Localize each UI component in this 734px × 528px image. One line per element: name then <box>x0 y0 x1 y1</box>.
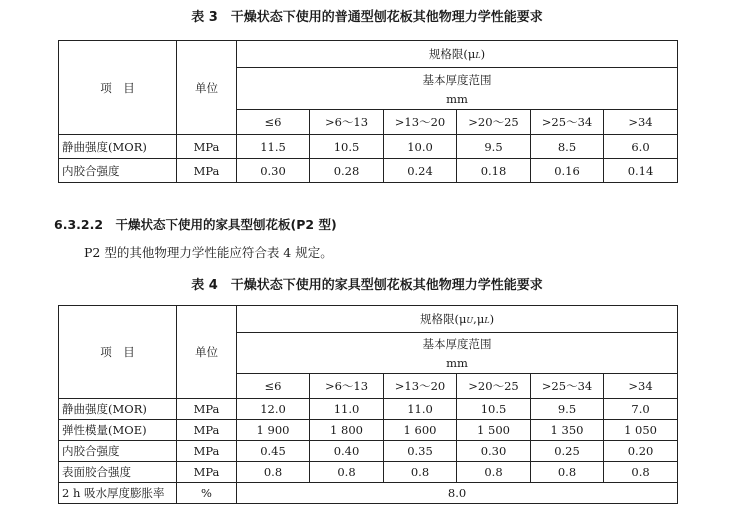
table-row <box>59 441 678 462</box>
row-label: 静曲强度(MOR) <box>59 135 177 159</box>
table-cell: 0.30 <box>457 441 531 462</box>
row-label: 内胶合强度 <box>59 159 177 183</box>
row-unit: MPa <box>177 420 237 441</box>
table-cell: 0.20 <box>604 441 678 462</box>
table-cell: 1 600 <box>384 420 457 441</box>
row-label: 内胶合强度 <box>59 441 177 462</box>
table-cell: 1 350 <box>531 420 604 441</box>
table4 <box>58 305 678 504</box>
thickness-column-header: >34 <box>604 374 678 399</box>
table-cell: 11.5 <box>237 135 310 159</box>
row-unit: MPa <box>177 462 237 483</box>
row-label: 2 h 吸水厚度膨胀率 <box>59 483 177 504</box>
table-cell: 8.5 <box>531 135 604 159</box>
table-cell: 0.8 <box>384 462 457 483</box>
table-cell: 0.8 <box>531 462 604 483</box>
thickness-range-header: 基本厚度范围 mm <box>237 333 678 374</box>
table-cell: 0.8 <box>457 462 531 483</box>
row-unit: MPa <box>177 159 237 183</box>
thickness-column-header: ≤6 <box>237 374 310 399</box>
table-row <box>59 462 678 483</box>
table-cell: 11.0 <box>310 399 384 420</box>
table-cell: 11.0 <box>384 399 457 420</box>
table-cell: 10.5 <box>457 399 531 420</box>
thickness-column-header: >20～25 <box>457 110 531 135</box>
thickness-column-header: >6～13 <box>310 374 384 399</box>
unit-header: 单位 <box>177 306 237 399</box>
thickness-column-header: >34 <box>604 110 678 135</box>
table-cell: 0.16 <box>531 159 604 183</box>
table3 <box>58 40 678 183</box>
table-cell: 1 050 <box>604 420 678 441</box>
table-cell: 1 500 <box>457 420 531 441</box>
thickness-column-header: >13～20 <box>384 110 457 135</box>
item-header: 项 目 <box>59 41 177 135</box>
table-cell: 7.0 <box>604 399 678 420</box>
table-cell: 0.25 <box>531 441 604 462</box>
table-cell: 10.5 <box>310 135 384 159</box>
row-unit: % <box>177 483 237 504</box>
table-cell: 10.0 <box>384 135 457 159</box>
table-cell: 0.8 <box>310 462 384 483</box>
spec-limit-header: 规格限(μL) <box>237 41 678 68</box>
table-cell: 0.24 <box>384 159 457 183</box>
row-label: 静曲强度(MOR) <box>59 399 177 420</box>
table-cell: 0.8 <box>604 462 678 483</box>
table-cell: 6.0 <box>604 135 678 159</box>
row-label: 表面胶合强度 <box>59 462 177 483</box>
section-heading: 6.3.2.2 干燥状态下使用的家具型刨花板(P2 型) <box>54 217 337 232</box>
row-unit: MPa <box>177 399 237 420</box>
spec-limit-header: 规格限(μU,μL) <box>237 306 678 333</box>
section-paragraph: P2 型的其他物理力学性能应符合表 4 规定。 <box>84 245 333 260</box>
table-cell: 0.8 <box>237 462 310 483</box>
table4-caption: 表 4 干燥状态下使用的家具型刨花板其他物理力学性能要求 <box>191 278 543 293</box>
table-row <box>59 399 678 420</box>
table-row <box>59 483 678 504</box>
table-cell: 8.0 <box>237 483 678 504</box>
table-cell: 9.5 <box>457 135 531 159</box>
row-label: 弹性模量(MOE) <box>59 420 177 441</box>
thickness-column-header: >13～20 <box>384 374 457 399</box>
table-row <box>59 420 678 441</box>
thickness-column-header: >6～13 <box>310 110 384 135</box>
thickness-column-header: >20～25 <box>457 374 531 399</box>
table-cell: 0.45 <box>237 441 310 462</box>
table-cell: 0.14 <box>604 159 678 183</box>
thickness-column-header: >25～34 <box>531 110 604 135</box>
table-cell: 9.5 <box>531 399 604 420</box>
thickness-column-header: >25～34 <box>531 374 604 399</box>
row-unit: MPa <box>177 135 237 159</box>
row-unit: MPa <box>177 441 237 462</box>
thickness-column-header: ≤6 <box>237 110 310 135</box>
table-cell: 0.18 <box>457 159 531 183</box>
table-cell: 0.28 <box>310 159 384 183</box>
table-cell: 0.40 <box>310 441 384 462</box>
table-cell: 0.35 <box>384 441 457 462</box>
table-row <box>59 159 678 183</box>
table-row <box>59 135 678 159</box>
table-cell: 1 800 <box>310 420 384 441</box>
table-cell: 1 900 <box>237 420 310 441</box>
table3-caption: 表 3 干燥状态下使用的普通型刨花板其他物理力学性能要求 <box>191 10 543 25</box>
table-cell: 12.0 <box>237 399 310 420</box>
thickness-range-header: 基本厚度范围 mm <box>237 68 678 110</box>
item-header: 项 目 <box>59 306 177 399</box>
unit-header: 单位 <box>177 41 237 135</box>
table-cell: 0.30 <box>237 159 310 183</box>
